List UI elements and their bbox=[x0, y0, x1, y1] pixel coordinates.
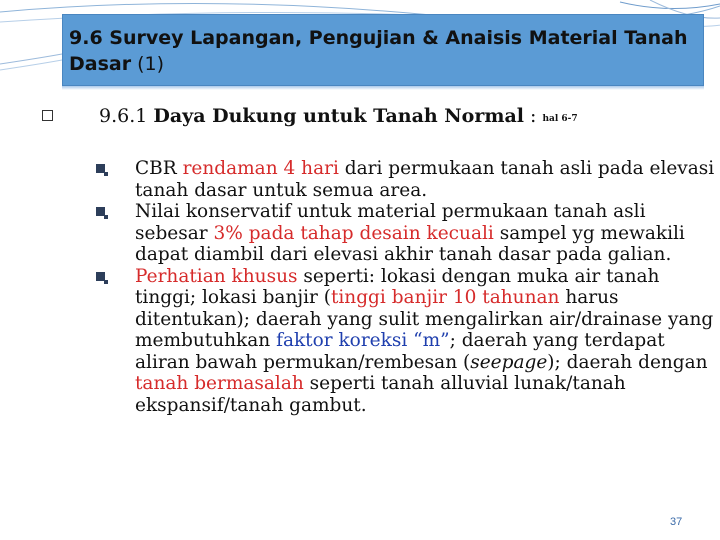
list-item bbox=[96, 201, 716, 266]
square-bullet-icon bbox=[96, 164, 105, 173]
item-text-segment: ); daerah dengan bbox=[547, 351, 708, 373]
title-line-2-bold: Dasar bbox=[69, 53, 132, 75]
item-text-segment: 3% pada tahap desain bbox=[213, 222, 421, 244]
list-item bbox=[96, 158, 716, 201]
item-text-segment: rendaman 4 hari bbox=[182, 158, 339, 179]
title-line-2 bbox=[69, 51, 697, 77]
title-line-2-rest: (1) bbox=[131, 53, 165, 75]
section-heading-text bbox=[99, 104, 578, 131]
section-title: Daya Dukung untuk Tanah Normal bbox=[153, 105, 524, 127]
square-bullet-icon bbox=[96, 272, 105, 281]
section-separator: : bbox=[524, 105, 543, 127]
title-underline-shadow bbox=[62, 86, 704, 90]
item-text-segment: tanah bermasalah bbox=[135, 373, 304, 394]
item-text-segment: sampel yg mewakili dapat diambil dari elevasi akhir tanah dasar pada galian. bbox=[135, 222, 685, 265]
item-text-segment: kecuali bbox=[426, 222, 494, 244]
title-line-1: 9.6 Survey Lapangan, Pengujian & Anaisis Material Tanah bbox=[69, 27, 688, 49]
item-text-segment: tinggi banjir 10 tahunan bbox=[330, 287, 560, 308]
item-text-segment: ; daerah yang terdapat aliran bawah permukan/rembesan ( bbox=[135, 330, 665, 373]
page-reference: hal 6-7 bbox=[542, 114, 578, 124]
item-text-segment: dari permukaan tanah asli pada elevasi tanah dasar untuk semua area. bbox=[135, 158, 715, 201]
item-text-segment: faktor koreksi “m” bbox=[276, 330, 450, 351]
list-item bbox=[96, 266, 716, 417]
section-number: 9.6.1 bbox=[99, 105, 154, 127]
bullet-list bbox=[96, 158, 716, 416]
square-bullet-icon bbox=[42, 110, 53, 121]
item-text-segment: seperti tanah alluvial lunak/tanah ekspansif/tanah gambut. bbox=[135, 373, 626, 416]
item-text-segment: Nilai konservatif untuk material permukaan tanah asli sebesar bbox=[135, 201, 646, 244]
item-text-segment: seepage bbox=[470, 351, 548, 373]
item-text-segment: seperti: lokasi dengan muka air tanah tinggi; lokasi banjir ( bbox=[135, 265, 660, 308]
item-text-segment: harus ditentukan); daerah yang sulit mengalirkan air/drainase yang membutuhkan bbox=[135, 287, 714, 351]
slide-title bbox=[62, 14, 704, 86]
item-text-segment: CBR bbox=[135, 158, 183, 179]
page-number: 37 bbox=[670, 516, 683, 528]
square-bullet-icon bbox=[96, 207, 105, 216]
item-text-segment: Perhatian khusus bbox=[135, 265, 298, 287]
